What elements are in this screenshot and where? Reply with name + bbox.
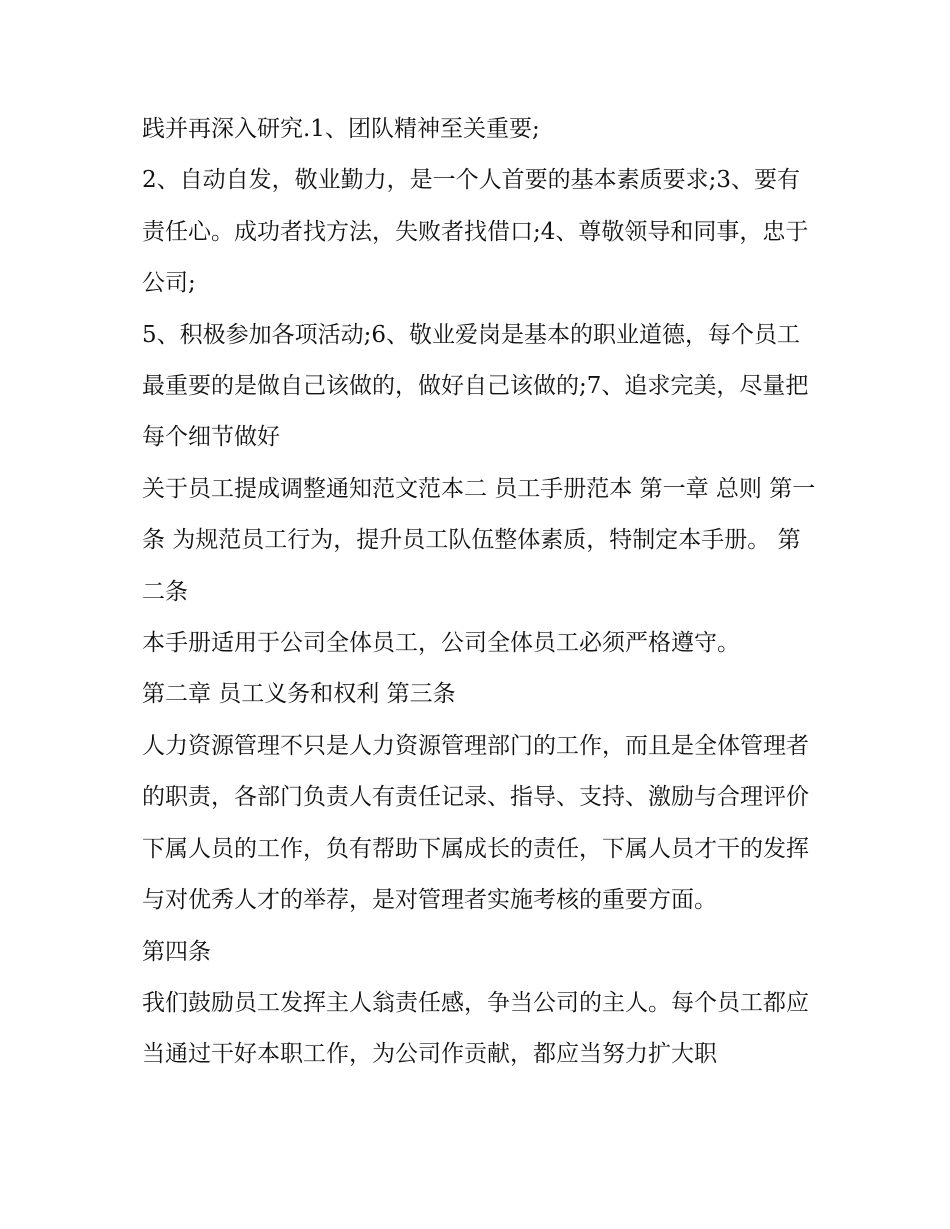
paragraph-2: 2、自动自发，敬业勤力，是一个人首要的基本素质要求;3、要有责任心。成功者找方法，失败者找借口;4、尊敬领导和同事，忠于公司; xyxy=(142,167,809,297)
article-heading-4: 第四条 xyxy=(142,938,211,965)
paragraph-9: 我们鼓励员工发挥主人翁责任感，争当公司的主人。每个员工都应当通过干好本职工作，为公司作贡献，都应当努力扩大职 xyxy=(142,989,809,1068)
paragraph-4: 关于员工提成调整通知范文范本二 员工手册范本 第一章 总则 第一条 为规范员工行为，提升员工队伍整体素质，特制定本手册。 第二条 xyxy=(142,475,816,605)
section-heading-chapter-2: 第二章 员工义务和权利 第三条 xyxy=(142,681,456,708)
paragraph-7: 人力资源管理不只是人力资源管理部门的工作，而且是全体管理者的职责，各部门负责人有责任记录、指导、支持、激励与合理评价下属人员的工作，负有帮助下属成长的责任，下属人员才干的发挥与对优秀人才的举荐，是对管理者实施考核的重要方面。 xyxy=(142,732,809,914)
paragraph-3: 5、积极参加各项活动;6、敬业爱岗是基本的职业道德，每个员工最重要的是做自己该做的，做好自己该做的;7、追求完美，尽量把每个细节做好 xyxy=(142,321,809,451)
document-body xyxy=(142,104,822,1081)
paragraph-5: 本手册适用于公司全体员工，公司全体员工必须严格遵守。 xyxy=(142,630,740,657)
paragraph-1: 践并再深入研究.1、团队精神至关重要; xyxy=(142,116,540,142)
